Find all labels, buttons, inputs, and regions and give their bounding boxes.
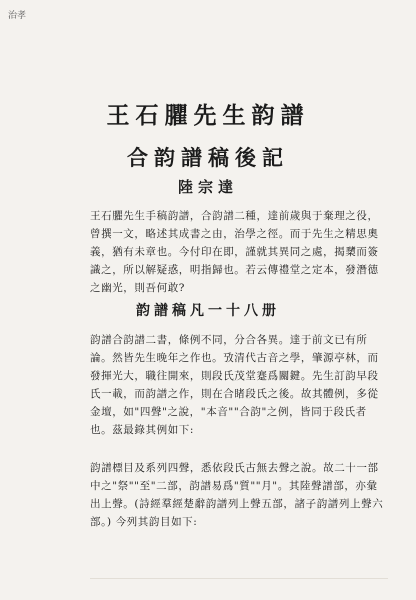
section-heading: 韵譜稿凡一十八册 [136, 303, 280, 319]
main-title: 王石臞先生韵譜 [106, 102, 310, 129]
page-bottom-divider [90, 578, 388, 579]
author-name: 陸宗達 [177, 178, 238, 196]
paragraph-body-1: 韵譜合韵譜二書，條例不同，分合各異。達于前文已有所論。然皆先生晚年之作也。攷清代古音之學，肇源亭林，而發揮光大，職往開來，則段氏茂堂蹇爲關鍵。先生訂韵早段氏一載，而韵譜之作，則在合睹段氏之後。故其體例，多從金壇，如"四聲"之說，"本音""合韵"之例，皆同于段氏者也。茲最錄其例如下: [90, 334, 379, 436]
paragraph-intro: 王石臞先生手稿韵譜，合韵譜二種，達前歲與于棄理之役，曾撰一文，略述其成書之由，治學之徑。而于先生之精思奧義，猶有未章也。今付印在即，謹就其異同之處，揭櫫而簽識之，所以解疑惑，明指歸也。若云傳禮堂之定本，發潛德之幽光，則吾何敢? [90, 210, 379, 294]
paragraph-body-2: 韵譜標目及系列四聲，悉依段氏古無去聲之說。故二十一部中之"祭""至"二部，韵譜易爲"質""月"。其陸聲譜部，亦彙出上聲。(詩經羣經楚辭韵譜列上聲五部，諸子韵譜列上聲六部。) 今列其韵目如下: [90, 462, 384, 528]
sub-title: 合韵譜稿後記 [127, 145, 289, 170]
margin-mark: 治孝 [8, 11, 27, 21]
